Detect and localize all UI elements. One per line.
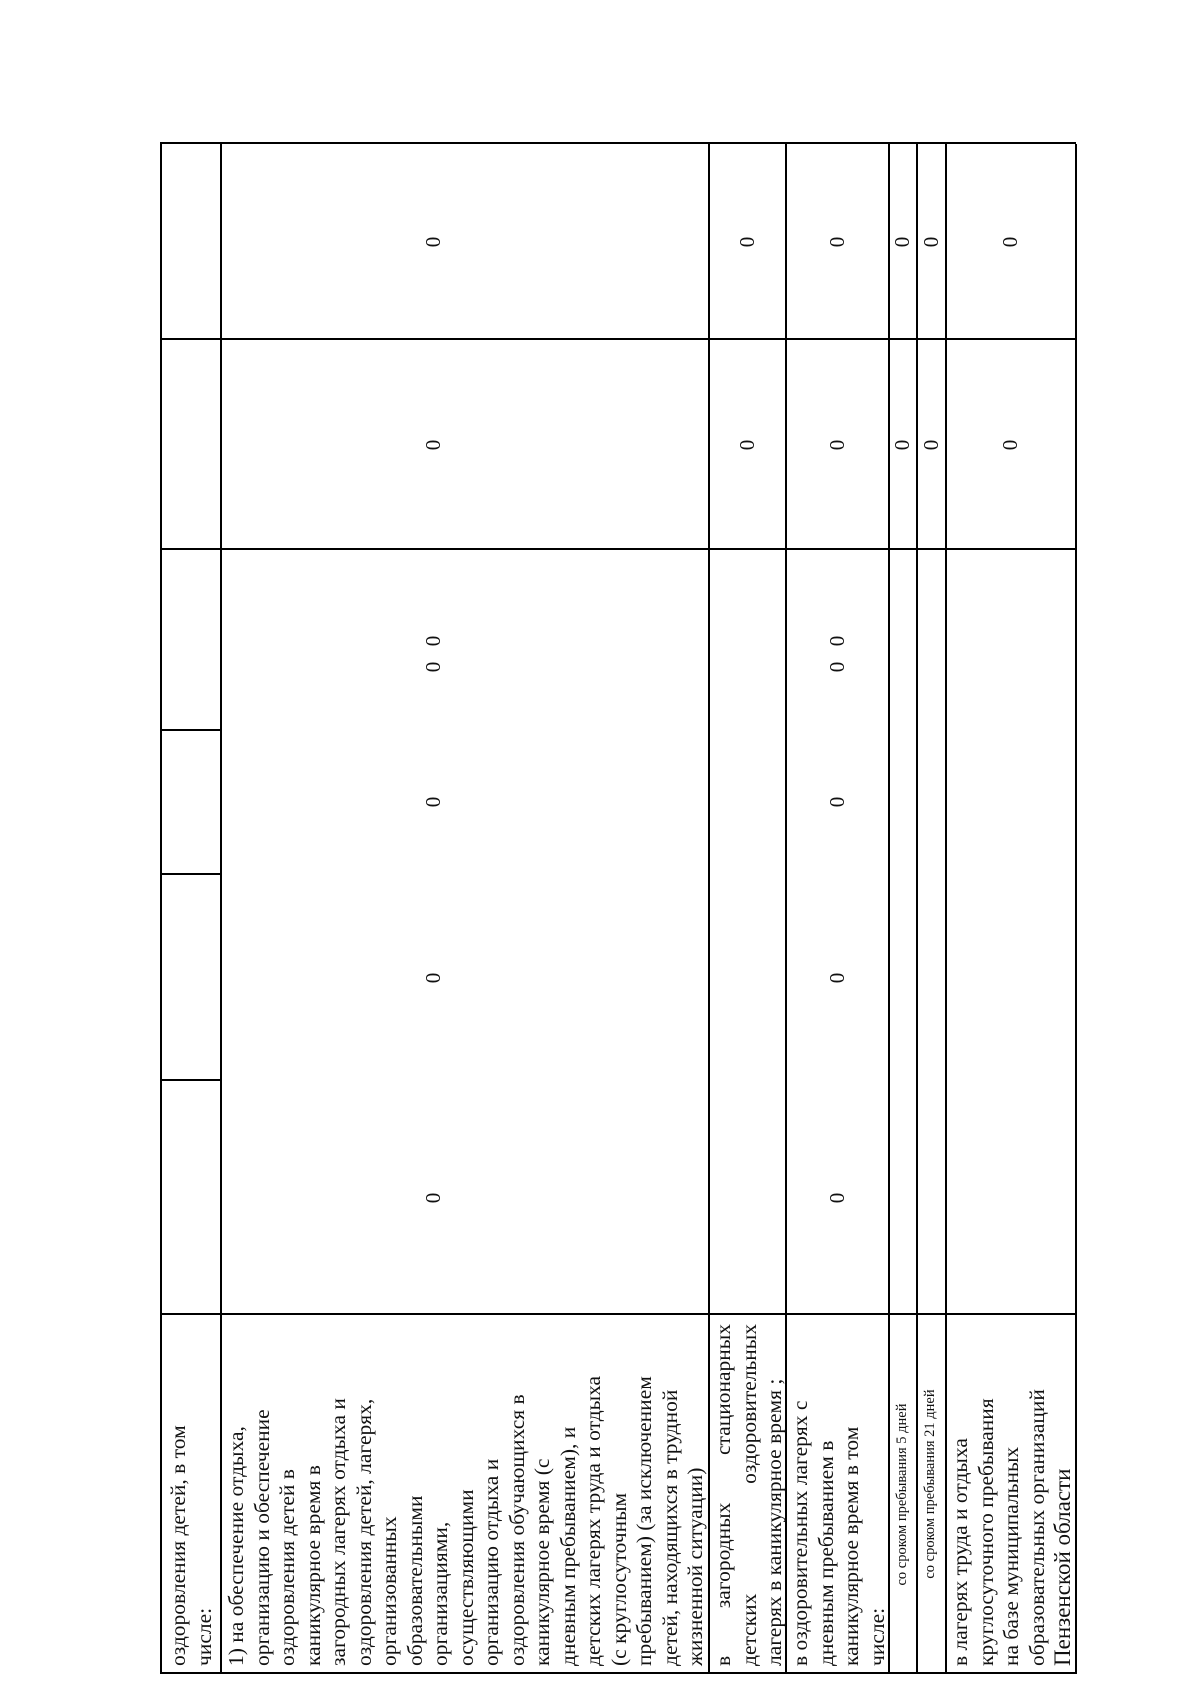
justified-line: детских оздоровительных [736, 1324, 761, 1666]
table-cell-value: 0 [919, 236, 943, 248]
table-cell-value: 0 [998, 236, 1022, 248]
row-border-top [160, 144, 162, 1674]
table-cell-value: 0 [421, 972, 445, 984]
table-cell-value: 0 [421, 635, 445, 647]
table-cell-value: 0 [890, 236, 914, 248]
rotated-table-sheet [160, 144, 1100, 1674]
table-cell-value: 0 [735, 236, 759, 248]
justified-line: в загородных стационарных [711, 1324, 735, 1666]
table-cell-value: 0 [825, 439, 849, 451]
col-border-right [160, 143, 1076, 145]
table-cell-value: 0 [421, 796, 445, 808]
table-cell-value: 0 [421, 661, 445, 673]
col-border-5 [160, 549, 1076, 551]
row-border-1 [220, 144, 222, 1674]
row-label: 1) на обеспечение отдыха, организацию и обеспечение оздоровления детей в каникулярное время в загородных лагерях отдыха и оздоровления детей, лагерях, организованных образовательными организациями, осуществляющими организацию отдыха и оздоровления обучающихся в каникулярное время (с дневным пребыванием), и детских лагерях труда и отдыха (с круглосуточным пребыванием) (за исключением детей, находящихся в трудной жизненной ситуации) [224, 1375, 707, 1666]
row-label: со сроком пребывания 21 дней [922, 1389, 938, 1579]
row-label: в оздоровительных лагерях с дневным пребыванием в каникулярное время в том числе: [788, 1400, 889, 1666]
table-cell-value: 0 [890, 439, 914, 451]
col-border-2 [160, 1080, 220, 1082]
table-cell-value: 0 [998, 439, 1022, 451]
col-border-4 [160, 730, 220, 732]
row-label: в лагерях труда и отдыха круглосуточного пребывания на базе муниципальных образовательных организаций Пензенской области [948, 1389, 1075, 1666]
row-border-5 [916, 144, 918, 1674]
table-cell-value: 0 [421, 1192, 445, 1204]
table-cell-value: 0 [825, 236, 849, 248]
row-label: в загородных стационарных детских оздоровительных лагерях в каникулярное время ; [711, 1324, 786, 1666]
table-cell-value: 0 [825, 635, 849, 647]
table-cell-value: 0 [735, 439, 759, 451]
col-border-6 [160, 339, 1076, 341]
col-border-3 [160, 874, 220, 876]
table-cell-value: 0 [919, 439, 943, 451]
table-cell-value: 0 [825, 661, 849, 673]
col-border-1 [160, 1314, 1076, 1316]
row-border-6 [945, 144, 947, 1674]
row-label: со сроком пребывания 5 дней [894, 1403, 910, 1586]
table-cell-value: 0 [421, 236, 445, 248]
col-border-left [160, 1673, 1076, 1675]
table-cell-value: 0 [825, 1192, 849, 1204]
table-cell-value: 0 [421, 439, 445, 451]
row-label: оздоровления детей, в том числе: [166, 1425, 216, 1666]
table-cell-value: 0 [825, 972, 849, 984]
table-cell-value: 0 [825, 796, 849, 808]
